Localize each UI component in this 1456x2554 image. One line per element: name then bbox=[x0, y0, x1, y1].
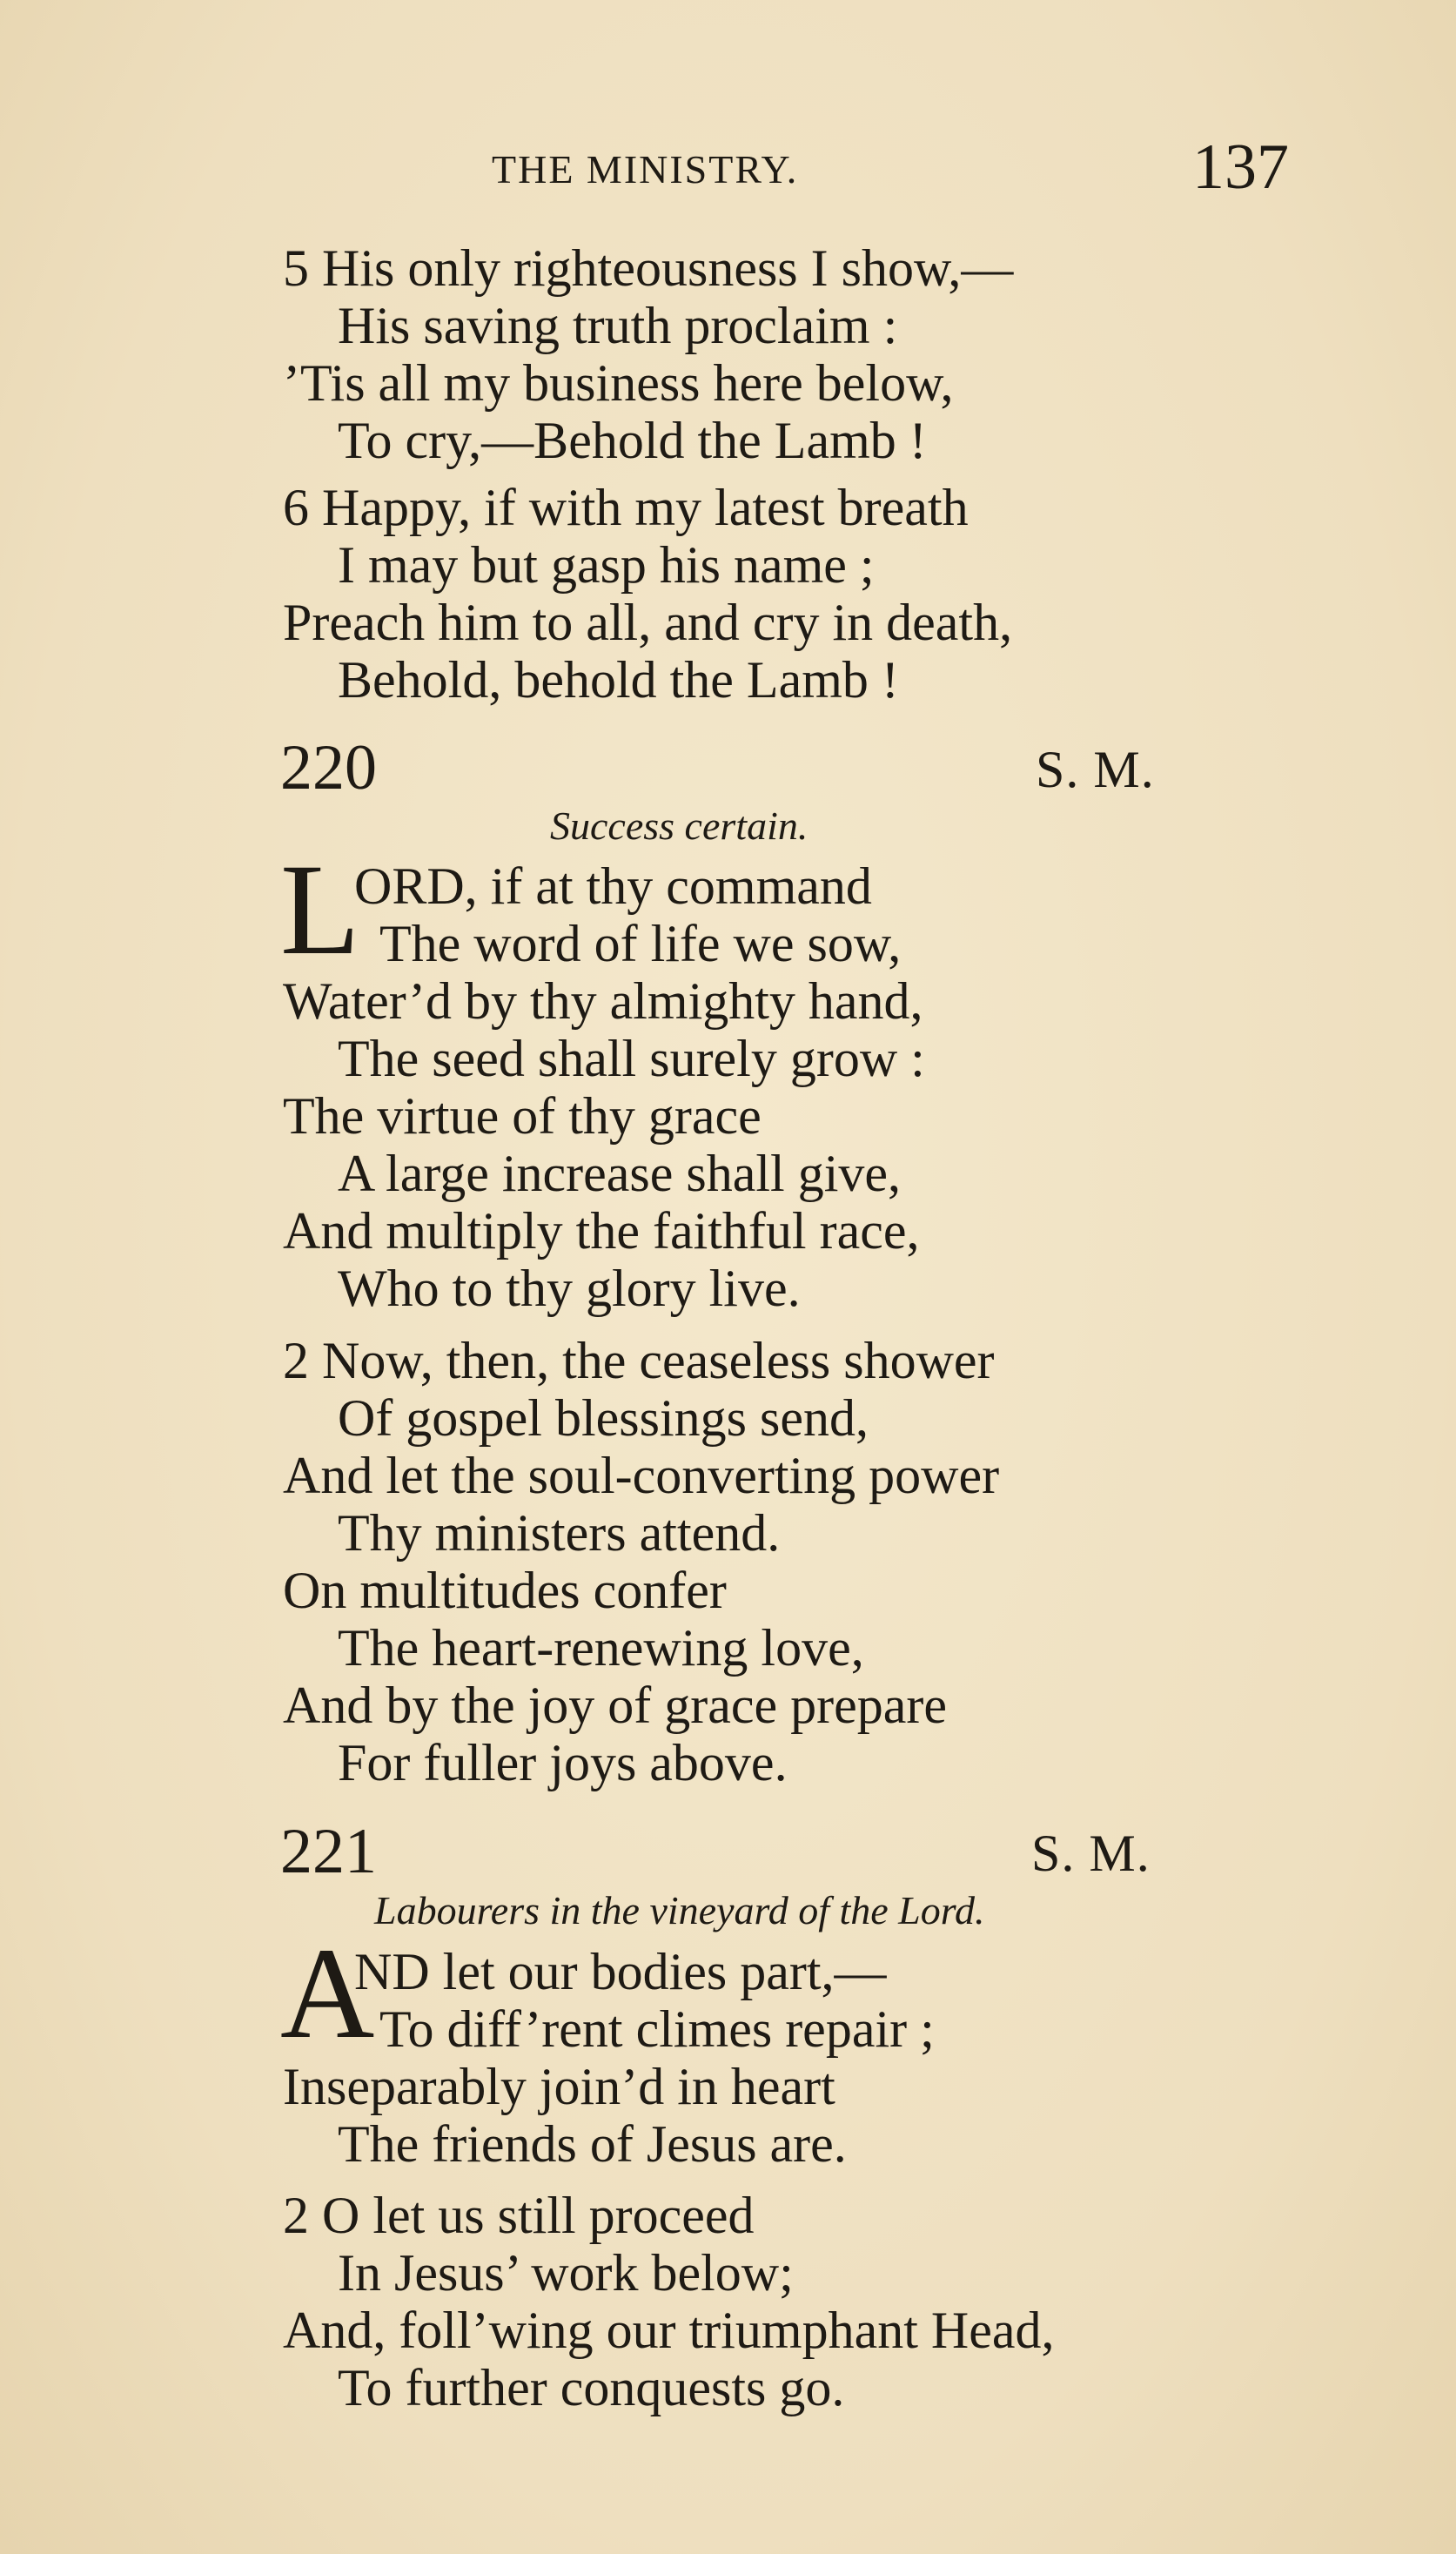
hymn-subtitle: Labourers in the vineyard of the Lord. bbox=[374, 1888, 985, 1932]
verse-line: Inseparably join’d in heart bbox=[283, 2058, 835, 2115]
verse-line: The heart-renewing love, bbox=[338, 1619, 864, 1677]
verse-line: I may but gasp his name ; bbox=[338, 536, 875, 594]
verse-line: The seed shall surely grow : bbox=[338, 1030, 925, 1087]
verse-line: And multiply the faithful race, bbox=[283, 1202, 920, 1260]
verse-line: ORD, if at thy command bbox=[354, 857, 872, 915]
verse-line: Who to thy glory live. bbox=[338, 1260, 801, 1317]
verse-line: In Jesus’ work below; bbox=[338, 2244, 794, 2302]
running-head bbox=[0, 131, 1456, 209]
running-title: THE MINISTRY. bbox=[492, 147, 799, 192]
hymn-meter: S. M. bbox=[1036, 741, 1155, 798]
verse-line: Thy ministers attend. bbox=[338, 1504, 781, 1562]
verse-line: 2 Now, then, the ceaseless shower bbox=[283, 1332, 995, 1389]
verse-line: 6 Happy, if with my latest breath bbox=[283, 479, 969, 536]
verse-line: And, foll’wing our triumphant Head, bbox=[283, 2302, 1055, 2359]
verse-line: On multitudes confer bbox=[283, 1562, 727, 1619]
verse-line: To diff’rent climes repair ; bbox=[379, 2000, 935, 2058]
verse-line: The friends of Jesus are. bbox=[338, 2115, 847, 2173]
hymn-meter: S. M. bbox=[1031, 1825, 1151, 1882]
verse-line: 5 His only righteousness I show,— bbox=[283, 239, 1014, 297]
verse-line: A large increase shall give, bbox=[338, 1145, 901, 1202]
verse-line: And let the soul-converting power bbox=[283, 1447, 1000, 1504]
drop-cap: L bbox=[280, 837, 360, 982]
verse-line: And by the joy of grace prepare bbox=[283, 1677, 948, 1734]
verse-line: Preach him to all, and cry in death, bbox=[283, 594, 1013, 651]
hymn-subtitle: Success certain. bbox=[550, 803, 809, 848]
verse-line: Water’d by thy almighty hand, bbox=[283, 972, 923, 1030]
verse-line: ND let our bodies part,— bbox=[354, 1943, 887, 2000]
verse-line: For fuller joys above. bbox=[338, 1734, 788, 1791]
page-number: 137 bbox=[1192, 131, 1289, 203]
verse-line: The word of life we sow, bbox=[379, 915, 902, 972]
verse-line: The virtue of thy grace bbox=[283, 1087, 762, 1145]
verse-line: Behold, behold the Lamb ! bbox=[338, 651, 899, 709]
verse-line: 2 O let us still proceed bbox=[283, 2187, 755, 2244]
drop-cap: A bbox=[280, 1921, 375, 2066]
verse-line: To cry,—Behold the Lamb ! bbox=[338, 412, 927, 469]
verse-line: To further conquests go. bbox=[338, 2359, 845, 2416]
hymn-number: 220 bbox=[280, 732, 377, 803]
verse-line: His saving truth proclaim : bbox=[338, 297, 898, 354]
verse-line: ’Tis all my business here below, bbox=[283, 354, 954, 412]
hymn-number: 221 bbox=[280, 1816, 377, 1887]
verse-line: Of gospel blessings send, bbox=[338, 1389, 869, 1447]
